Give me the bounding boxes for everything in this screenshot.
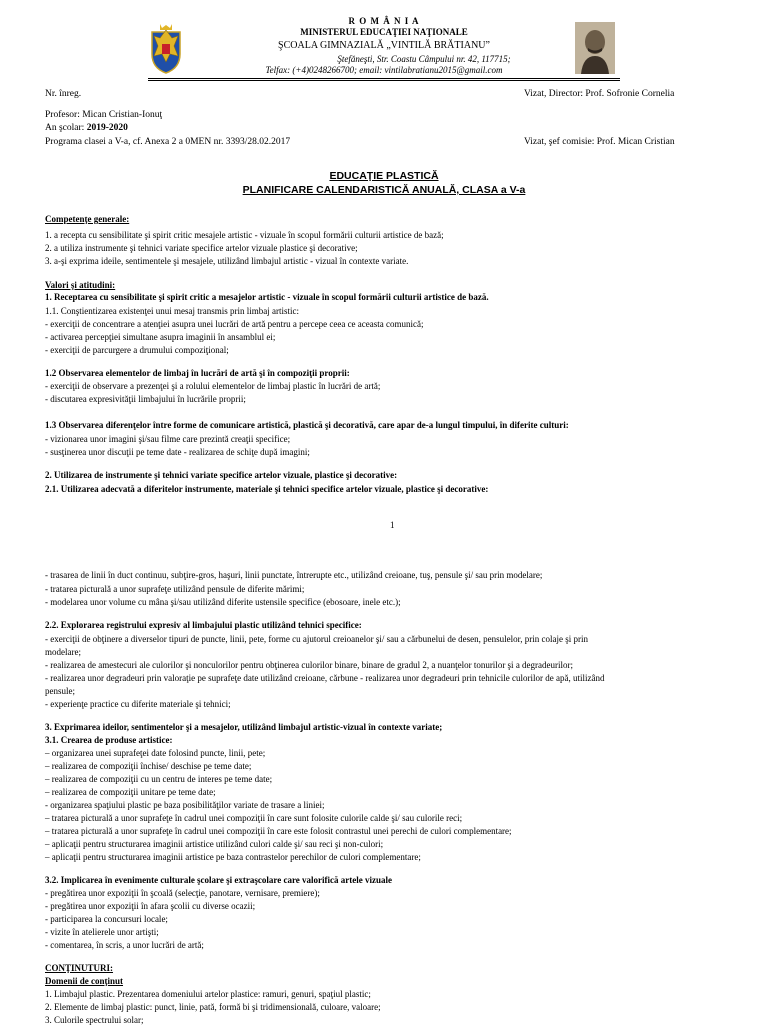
profesor: Profesor: Mican Cristian-Ionuţ [45, 110, 163, 120]
text-line: - exerciţii de concentrare a atenţiei asupra unei lucrări de artă pentru a percepe ceea ce aceasta comunică; [45, 319, 424, 329]
document-subtitle: PLANIFICARE CALENDARISTICĂ ANUALĂ, CLASA a V-a [242, 184, 526, 196]
text-line: 1. a recepta cu sensibilitate şi spirit critic mesajele artistic - vizuale în scopul formării culturii artistice de bază; [45, 230, 444, 240]
text-line: 2. Utilizarea de instrumente şi tehnici variate specifice artelor vizuale, plastice şi decorative: [45, 470, 398, 480]
text-line: 3.2. Implicarea în evenimente culturale şcolare şi extraşcolare care valorifică artele vizuale [45, 875, 392, 885]
text-line: - pregătirea unor expoziţii în afara şcolii cu diverse ocazii; [45, 901, 256, 911]
vizat-director: Vizat, Director: Prof. Sofronie Cornelia [524, 89, 675, 99]
text-line: - comentarea, în scris, a unor lucrări de artă; [45, 940, 204, 950]
header-ministry: MINISTERUL EDUCAŢIEI NAŢIONALE [300, 27, 468, 37]
text-line: 3. Culorile spectrului solar; [45, 1015, 144, 1025]
text-line: Valori şi atitudini: [45, 280, 116, 290]
text-line: CONŢINUTURI: [45, 963, 114, 973]
text-line: Domenii de conţinut [45, 976, 124, 986]
header-divider-2 [148, 80, 620, 81]
text-line: 3. a-şi exprima ideile, sentimentele şi mesajele, utilizând limbajul artistic - vizual în contexte variate. [45, 256, 409, 266]
text-line: - exerciţii de parcurgere a drumului compoziţional; [45, 345, 229, 355]
text-line: - tratarea picturală a unor suprafeţe utilizând pensule de diferite mărimi; [45, 584, 305, 594]
header-address: Ştefăneşti, Str. Coastu Câmpului nr. 42, 117715; [337, 54, 511, 64]
text-line: - experienţe practice cu diferite materiale şi tehnici; [45, 699, 231, 709]
header-country: R O M Â N I A [348, 16, 420, 26]
text-line: – realizarea de compoziţii cu un centru de interes pe teme date; [45, 774, 273, 784]
text-line: 2.2. Explorarea registrului expresiv al limbajului plastic utilizând tehnici specifice: [45, 620, 362, 630]
text-line: – tratarea picturală a unor suprafeţe în cadrul unei compoziţii în care este folosit contrastul unei perechi de culori complementare; [45, 826, 512, 836]
text-line: 3. Exprimarea ideilor, sentimentelor şi a mesajelor, utilizând limbajul artistic-vizual în contexte variate; [45, 722, 443, 732]
text-line: – realizarea de compoziţii unitare pe teme date; [45, 787, 216, 797]
text-line: - vizionarea unor imagini şi/sau filme care prezintă creaţii specifice; [45, 434, 291, 444]
text-line: 1.3 Observarea diferenţelor între forme de comunicare artistică, plastică şi decorativă, care apar de-a lungul timpului, în diferite culturi: [45, 420, 569, 430]
text-line: - vizite în atelierele unor artişti; [45, 927, 159, 937]
text-line: 1. Limbajul plastic. Prezentarea domeniului artelor plastice: ramuri, genuri, spaţiul plastic; [45, 989, 371, 999]
programa: Programa clasei a V-a, cf. Anexa 2 a 0MEN nr. 3393/28.02.2017 [45, 137, 291, 147]
text-line: - modelarea unor volume cu mâna şi/sau utilizând diferite ustensile specifice (ebosoare, inele etc.); [45, 597, 401, 607]
text-line: – tratarea picturală a unor suprafeţe în cadrul unei compoziţii în care sunt folosite culorile calde şi/ sau culorile reci; [45, 813, 463, 823]
an-scolar: An şcolar: 2019-2020 [45, 123, 128, 133]
text-line: - trasarea de linii în duct continuu, subţire-gros, haşuri, linii punctate, întrerupte etc., utilizând creioane, tuş, pensule şi/ sau prin modelare; [45, 570, 543, 580]
vizat-sef-comisie: Vizat, şef comisie: Prof. Mican Cristian [524, 137, 675, 147]
page-number: 1 [390, 520, 395, 530]
text-line: 2.1. Utilizarea adecvată a diferitelor instrumente, materiale şi tehnici specifice artelor vizuale, plastice şi decorative: [45, 484, 489, 494]
document-title: EDUCAŢIE PLASTICĂ [329, 170, 439, 182]
text-line: - organizarea spaţiului plastic pe baza posibilităţilor variate de trasare a liniei; [45, 800, 325, 810]
text-line: - susţinerea unor discuţii pe teme date - realizarea de schiţe după imagini; [45, 447, 310, 457]
text-line: 2. a utiliza instrumente şi tehnici variate specifice artelor vizuale plastice şi decorative; [45, 243, 358, 253]
text-line: – aplicaţii pentru structurarea imaginii artistice utilizând culori calde şi/ sau reci şi non-culori; [45, 839, 384, 849]
nr-inregistrare: Nr. înreg. [45, 89, 82, 99]
text-line: - exerciţii de obţinere a diverselor tipuri de puncte, linii, pete, forme cu ajutorul creioanelor şi/ sau a cărbunelui de desen, pensulelor, prin colaje şi prin [45, 634, 588, 644]
text-line: - realizarea de amestecuri ale culorilor şi nonculorilor pentru obţinerea culorilor binare, binare de gradul 2, a nuanţelor tonurilor şi a degradeurilor; [45, 660, 574, 670]
text-line: - participarea la concursuri locale; [45, 914, 168, 924]
text-line: 3.1. Crearea de produse artistice: [45, 735, 173, 745]
text-line: - activarea percepţiei simultane asupra imaginii în ansamblul ei; [45, 332, 276, 342]
header-contact: Telfax: (+4)0248266700; email: vintilabratianu2015@gmail.com [265, 65, 503, 75]
text-line: Competenţe generale: [45, 214, 130, 224]
text-line: 1.1. Conştientizarea existenţei unui mesaj transmis prin limbaj artistic: [45, 306, 299, 316]
text-line: 1. Receptarea cu sensibilitate şi spirit critic a mesajelor artistic - vizuale în scopul formării culturii artistice de bază. [45, 292, 489, 302]
text-line: - realizarea unor degradeuri prin valoraţie pe suprafeţe date utilizând creioane, cărbune - realizarea unor degradeuri prin tehnicile culorilor de apă, utilizând [45, 673, 605, 683]
text-line: - discutarea expresivităţii limbajului în lucrările proprii; [45, 394, 246, 404]
text-line: – aplicaţii pentru structurarea imaginii artistice pe baza contrastelor perechilor de culori complementare; [45, 852, 421, 862]
header-divider [148, 78, 620, 79]
text-line: - exerciţii de observare a prezenţei şi a rolului elementelor de limbaj plastic în lucrări de artă; [45, 381, 381, 391]
text-line: – realizarea de compoziţii închise/ deschise pe teme date; [45, 761, 252, 771]
text-line: - pregătirea unor expoziţii în şcoală (selecţie, panotare, vernisare, premiere); [45, 888, 320, 898]
text-line: – organizarea unei suprafeţei date folosind puncte, linii, pete; [45, 748, 266, 758]
text-line: 2. Elemente de limbaj plastic: punct, linie, pată, formă bi şi tridimensională, culoare, valoare; [45, 1002, 381, 1012]
text-line: pensule; [45, 686, 75, 696]
text-line: 1.2 Observarea elementelor de limbaj în lucrări de artă şi în compoziţii proprii: [45, 368, 350, 378]
header-school: ŞCOALA GIMNAZIALĂ „VINTILĂ BRĂTIANU” [278, 40, 490, 51]
text-line: modelare; [45, 647, 81, 657]
